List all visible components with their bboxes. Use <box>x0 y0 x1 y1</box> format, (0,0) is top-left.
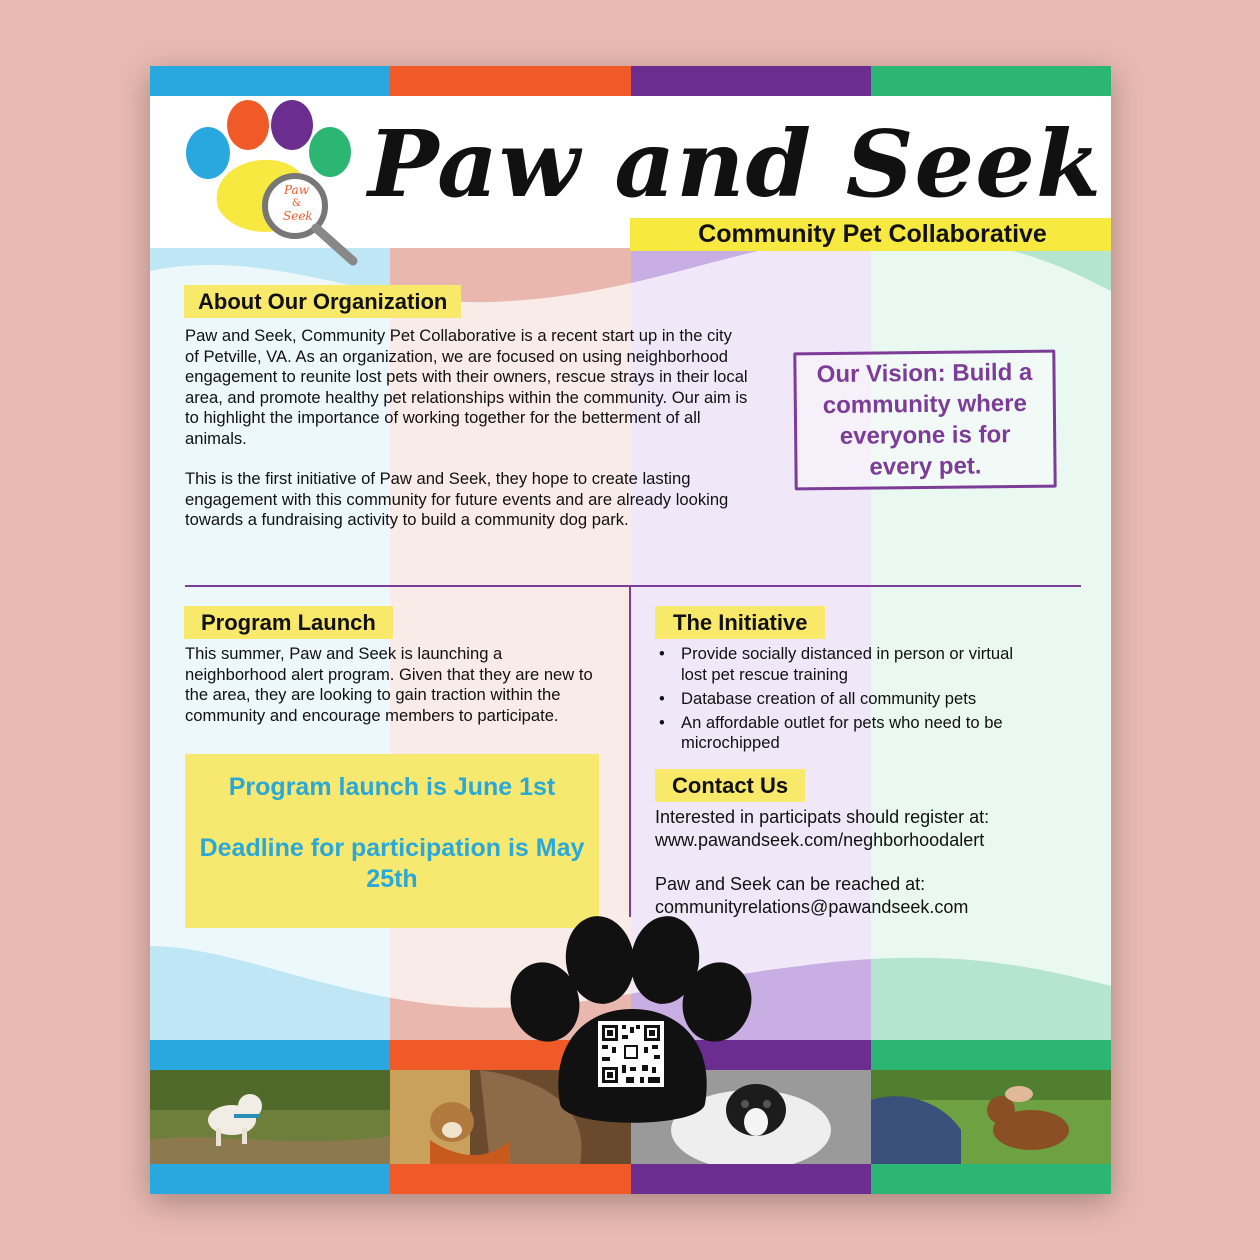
subtitle-banner: Community Pet Collaborative <box>630 218 1111 251</box>
contact-email[interactable]: communityrelations@pawandseek.com <box>655 896 969 917</box>
launch-dates-box <box>185 754 599 928</box>
about-paragraph-2: This is the first initiative of Paw and Seek, they hope to create lasting engagement with this community for future events and are already looking towards a fundraising activity to build a community dog park. <box>185 469 729 530</box>
deadline-date: Deadline for participation is May 25th <box>199 834 585 893</box>
bottom-bar-purple <box>631 1164 871 1194</box>
page-title: Paw and Seek <box>368 110 1103 218</box>
about-heading: About Our Organization <box>184 285 461 318</box>
program-heading: Program Launch <box>184 606 393 639</box>
program-paragraph: This summer, Paw and Seek is launching a neighborhood alert program. Given that they are new to the area, they are looking to gain traction within the community and encourage members to participate. <box>185 644 593 725</box>
initiative-list <box>655 644 1035 757</box>
logo-text-seek: Seek <box>283 209 313 223</box>
top-bar-blue <box>150 66 390 96</box>
flyer <box>150 66 1111 1194</box>
top-bar-green <box>871 66 1111 96</box>
bottom-bar-blue <box>150 1164 390 1194</box>
qr-code-icon[interactable] <box>598 1021 664 1087</box>
initiative-item: • An affordable outlet for pets who need to be microchipped <box>659 712 1003 753</box>
paw-magnifier-logo <box>180 98 370 266</box>
contact-heading: Contact Us <box>655 769 805 802</box>
logo-text-amp: & <box>292 198 301 209</box>
horizontal-divider <box>185 585 1081 587</box>
initiative-item: • Database creation of all community pets <box>659 688 977 708</box>
top-bar-purple <box>631 66 871 96</box>
logo-text-paw: Paw <box>284 183 309 197</box>
initiative-heading: The Initiative <box>655 606 825 639</box>
contact-info <box>655 806 989 918</box>
bullet-icon: • <box>659 712 665 732</box>
bullet-icon: • <box>659 644 665 663</box>
lower-bar-green <box>871 1040 1111 1070</box>
puppy-with-child-photo <box>871 1070 1111 1164</box>
bottom-bar-green <box>871 1164 1111 1194</box>
launch-date: Program launch is June 1st <box>228 773 556 801</box>
initiative-item: • Provide socially distanced in person or virtual lost pet rescue training <box>659 644 1014 684</box>
vision-box: Our Vision: Build a community where everyone is for every pet. <box>793 350 1056 491</box>
dog-running-photo <box>150 1070 390 1164</box>
bullet-icon: • <box>659 688 665 708</box>
contact-reach-label: Paw and Seek can be reached at: <box>655 874 926 894</box>
top-bar-orange <box>390 66 630 96</box>
contact-register-url[interactable]: www.pawandseek.com/neghborhoodalert <box>655 829 985 850</box>
contact-register-label: Interested in participats should register at: <box>655 807 990 827</box>
about-paragraph-1: Paw and Seek, Community Pet Collaborative is a recent start up in the city of Petville, VA. As an organization, we are focused on using neighborhood engagement to reunite lost pets with their owners, rescue strays in their local area, and promote healthy pet relationships within the community. Our aim is to highlight the importance of working together for the betterment of all animals. <box>185 326 748 448</box>
paw-print-icon <box>505 914 755 1124</box>
vertical-divider <box>629 587 631 917</box>
lower-bar-blue <box>150 1040 390 1070</box>
bottom-bar-orange <box>390 1164 630 1194</box>
